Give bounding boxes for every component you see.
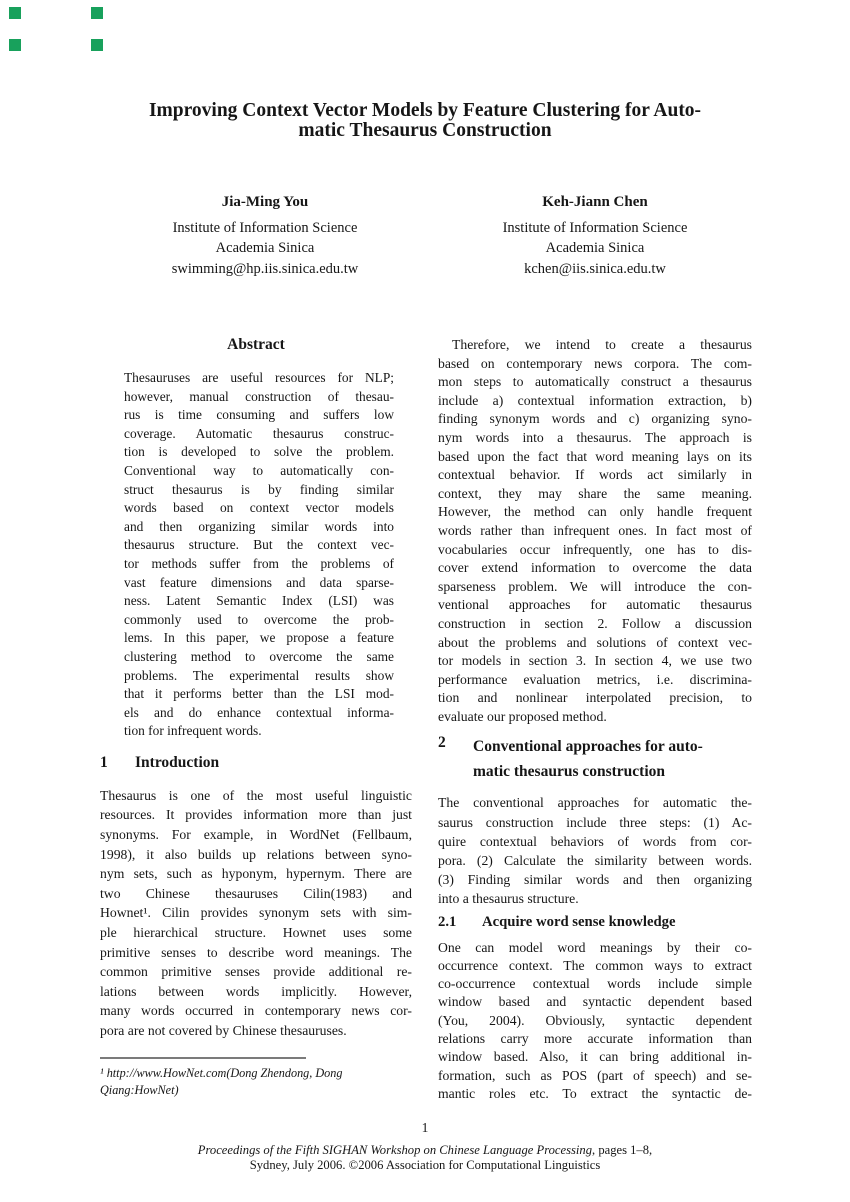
text-line: ple hierarchical structure. Hownet uses some	[100, 925, 412, 941]
copyright-line: Sydney, July 2006. ©2006 Association for Computational Linguistics	[249, 1157, 601, 1172]
author-affiliation: Academia Sinica	[215, 240, 315, 256]
author-email: swimming@hp.iis.sinica.edu.tw	[171, 261, 359, 277]
author-block-2	[430, 194, 760, 278]
text-line: two Chinese thesauruses Cilin(1983) and	[100, 885, 412, 901]
text-line: ness. Latent Semantic Index (LSI) was	[124, 593, 394, 609]
text-line: resources. It provides information more than just	[100, 807, 412, 823]
text-line: (3) Finding similar words and then organizing	[438, 872, 752, 888]
page-number: 1	[421, 1120, 429, 1135]
text-line: nym words into a thesaurus. The approach is	[438, 429, 752, 445]
text-line: lations between words implicitly. However,	[100, 983, 412, 999]
text-line: context, they may share the same meaning.	[438, 485, 752, 501]
introduction-text	[100, 786, 412, 1041]
section-2-1-text	[438, 939, 752, 1104]
text-line: Improving Context Vector Models by Feature Clustering for Auto-	[148, 100, 702, 121]
text-line: tion for infrequent words.	[124, 723, 262, 739]
text-line: sparseness problem. We will introduce the con-	[438, 578, 752, 594]
text-line: lems. In this paper, we propose a feature	[124, 630, 394, 646]
text-line: Hownet¹. Cilin provides synonym sets with sim-	[100, 905, 412, 921]
text-line: One can model word meanings by their co-	[438, 939, 752, 955]
text-line: els and do enhance contextual informa-	[124, 704, 394, 720]
text-line: about the problems and solutions of context vec-	[438, 634, 752, 650]
text-line: words rather than infrequent ones. In fact most of	[438, 522, 752, 538]
text-line: contextual behavior. If words act similarly in	[438, 467, 752, 483]
author-block-1	[100, 194, 430, 278]
author-block-row	[100, 194, 760, 278]
text-line: Conventional approaches for auto-	[473, 738, 703, 756]
left-column	[100, 336, 412, 1099]
text-line: primitive senses to describe word meanings. The	[100, 944, 412, 960]
author-email: kchen@iis.sinica.edu.tw	[524, 261, 666, 277]
section-2-1-heading	[438, 912, 752, 932]
text-line: matic thesaurus construction	[473, 763, 666, 781]
author-name: Keh-Jiann Chen	[542, 194, 648, 210]
text-line: finding synonym words and c) organizing syno-	[438, 411, 752, 427]
text-line: common primitive senses provide additional re-	[100, 964, 412, 980]
section-number: 2.1	[438, 913, 457, 930]
text-line: construction in section 2. Follow a discussion	[438, 615, 752, 631]
corner-marker-icon	[9, 7, 21, 19]
text-line: thesaurus structure. But the context vec-	[124, 537, 394, 553]
text-line: coverage. Automatic thesaurus construc-	[124, 425, 394, 441]
section-title	[473, 734, 752, 784]
corner-marker-icon	[91, 7, 103, 19]
text-line: clustering method to overcome the same	[124, 648, 394, 664]
proceedings-title: Proceedings of the Fifth SIGHAN Workshop on Chinese Language Processing	[197, 1143, 593, 1157]
intro-continuation-text	[438, 336, 752, 726]
text-line: problems. The experimental results show	[124, 667, 394, 683]
text-line: rus is time consuming and suffers low	[124, 407, 394, 423]
text-line: struct thesaurus is by finding similar	[124, 481, 394, 497]
text-line: nym sets, such as hyponym, hypernym. There are	[100, 866, 412, 882]
text-line: Therefore, we intend to create a thesaurus	[452, 337, 752, 352]
author-affiliation: Institute of Information Science	[502, 220, 688, 236]
text-line: quire contextual behaviors of words from cor-	[438, 833, 752, 849]
text-line: mon steps to automatically construct a thesaurus	[438, 374, 752, 390]
text-line: tion and nonlinear interpolated precision, to	[438, 690, 752, 706]
section-2-text	[438, 793, 752, 908]
text-line: performance evaluation metrics, i.e. discrimina-	[438, 671, 752, 687]
text-line: vast feature dimensions and data sparse-	[124, 574, 394, 590]
proceedings-line	[0, 1143, 850, 1158]
text-line: evaluate our proposed method.	[438, 708, 607, 724]
author-affiliation: Academia Sinica	[545, 240, 645, 256]
text-line: include a) contextual information extraction, b)	[438, 392, 752, 408]
text-line: window based. Also, it can bring additional in-	[438, 1049, 752, 1065]
text-line: co-occurrence contextual words include simple	[438, 976, 752, 992]
abstract-text	[124, 369, 394, 741]
text-line: pora are not covered by Chinese thesauruses.	[100, 1023, 347, 1038]
text-line: Qiang:HowNet)	[100, 1082, 179, 1097]
text-line: ¹ http://www.HowNet.com(Dong Zhendong, Dong	[100, 1065, 343, 1080]
footnote-rule	[100, 1057, 306, 1059]
author-name: Jia-Ming You	[221, 194, 309, 210]
proceedings-footer	[0, 1143, 850, 1172]
author-affiliation: Institute of Information Science	[172, 220, 358, 236]
section-2-heading	[438, 734, 752, 784]
text-line: based upon the fact that word meaning lays on its	[438, 448, 752, 464]
paper-title	[85, 101, 765, 140]
text-line: many words occurred in contemporary news cor-	[100, 1003, 412, 1019]
text-line: that it performs better than the LSI mod-	[124, 686, 394, 702]
text-line: tion is developed to solve the problem.	[124, 444, 394, 460]
text-line: vocabularies occur infrequently, one has to dis-	[438, 541, 752, 557]
text-line: 1998), it also builds up relations between syno-	[100, 846, 412, 862]
text-line: tor models in section 3. In section 4, we use two	[438, 653, 752, 669]
text-line: saurus construction include three steps: (1) Ac-	[438, 814, 752, 830]
proceedings-pages: , pages 1–8,	[592, 1143, 653, 1157]
text-line: matic Thesaurus Construction	[298, 119, 552, 141]
section-title: Introduction	[135, 753, 220, 771]
corner-marker-icon	[9, 39, 21, 51]
text-line: pora. (2) Calculate the similarity between words.	[438, 853, 752, 869]
footnote-text	[100, 1065, 412, 1099]
text-line: commonly used to overcome the prob-	[124, 611, 394, 627]
text-line: synonyms. For example, in WordNet (Fellbaum,	[100, 827, 412, 843]
text-line: words based on context vector models	[124, 500, 394, 516]
text-line: Conventional way to automatically con-	[124, 462, 394, 478]
text-line: However, the method can only handle frequent	[438, 504, 752, 520]
section-number: 1	[100, 753, 108, 771]
text-line: ventional approaches for automatic thesaurus	[438, 597, 752, 613]
text-line: into a thesaurus structure.	[438, 891, 579, 907]
text-line: Thesaurus is one of the most useful linguistic	[100, 787, 412, 803]
text-line: formation, such as POS (part of speech) and se-	[438, 1067, 752, 1083]
text-line: occurrence context. The common ways to extract	[438, 957, 752, 973]
text-line: The conventional approaches for automatic the-	[438, 795, 752, 811]
text-line: relations carry more accurate information than	[438, 1031, 752, 1047]
text-line: cover extend information to overcome the data	[438, 560, 752, 576]
section-title: Acquire word sense knowledge	[482, 913, 676, 930]
right-column	[438, 336, 752, 1103]
section-1-heading	[100, 752, 412, 774]
text-line: (You, 2004). Obviously, syntactic dependent	[438, 1012, 752, 1028]
text-line: mantic roles etc. To extract the syntactic de-	[438, 1085, 752, 1101]
text-line: however, manual construction of thesau-	[124, 388, 394, 404]
text-line: tor methods suffer from the problems of	[124, 555, 394, 571]
abstract-heading: Abstract	[227, 336, 285, 353]
text-line: based on contemporary news corpora. The com-	[438, 355, 752, 371]
text-line: window based and syntactic dependent based	[438, 994, 752, 1010]
text-line: and then organizing similar words into	[124, 518, 394, 534]
section-number: 2	[438, 734, 446, 752]
text-line: Thesauruses are useful resources for NLP;	[124, 370, 394, 385]
corner-marker-icon	[91, 39, 103, 51]
